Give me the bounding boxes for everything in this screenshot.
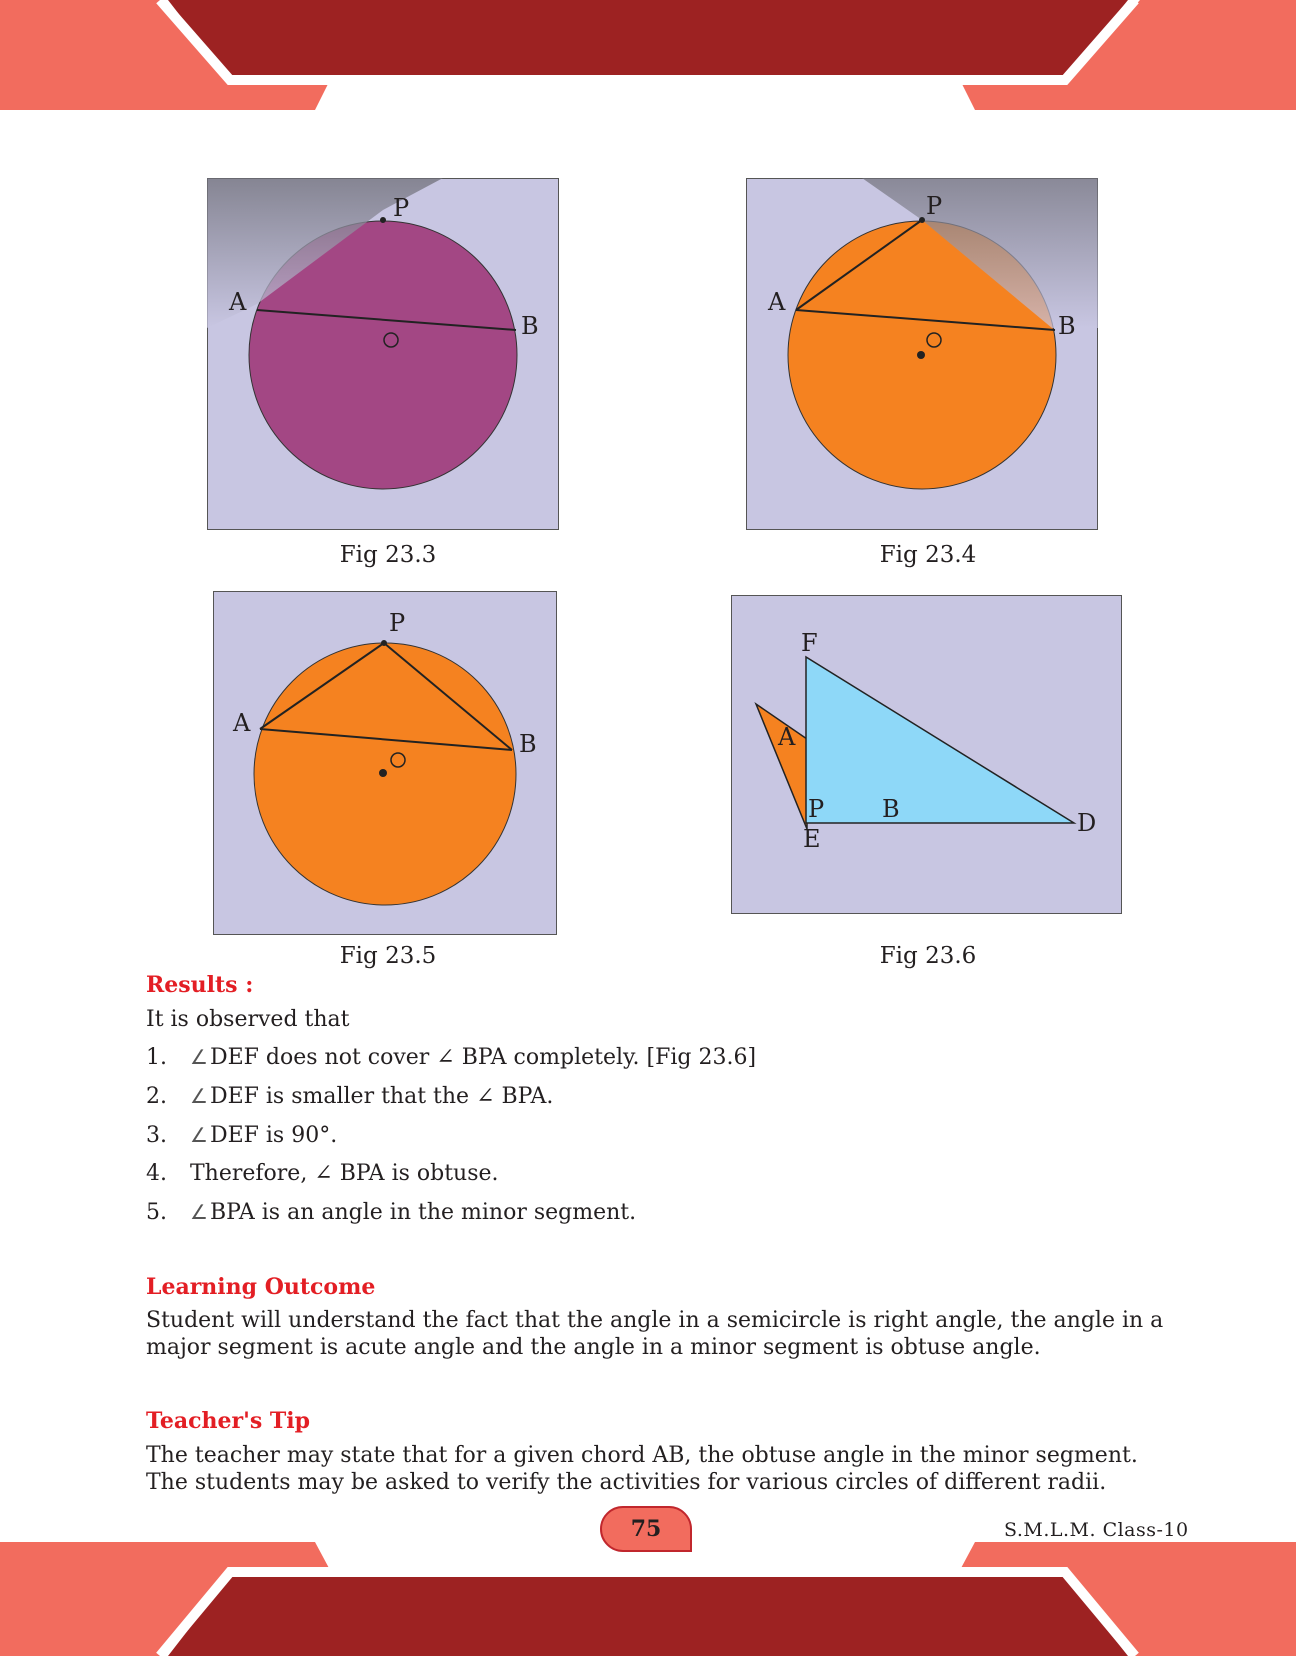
point-p xyxy=(919,217,925,223)
point-p xyxy=(380,217,386,223)
footer-band xyxy=(0,1540,1296,1656)
figure-23-4 xyxy=(746,178,1098,530)
figure-23-3 xyxy=(207,178,559,530)
page-number: 75 xyxy=(600,1506,692,1552)
label-a: A xyxy=(778,723,796,751)
center-dot xyxy=(379,769,387,777)
label-f: F xyxy=(801,629,818,657)
teachers-tip-heading: Teacher's Tip xyxy=(146,1408,310,1434)
result-text: DEF is 90°. xyxy=(209,1123,338,1148)
center-dot xyxy=(917,351,925,359)
caption-fig-23-4: Fig 23.4 xyxy=(879,542,977,568)
learning-outcome-text: Student will understand the fact that the angle in a semicircle is right angle, the angle in a major segment is acute angle and the angle in a minor segment is obtuse angle. xyxy=(146,1308,1164,1360)
result-number: 2. xyxy=(146,1084,167,1109)
result-item xyxy=(146,1123,337,1148)
label-b: B xyxy=(519,730,537,758)
result-text: BPA is an angle in the minor segment. xyxy=(209,1200,637,1225)
label-p: P xyxy=(389,609,406,637)
result-item xyxy=(146,1161,499,1186)
figure-23-6 xyxy=(731,595,1123,915)
result-number: 4. xyxy=(146,1161,167,1186)
results-intro: It is observed that xyxy=(146,1007,350,1032)
teachers-tip-text: The teacher may state that for a given chord AB, the obtuse angle in the minor segment. The students may be asked to verify the activities for various circles of different radii. xyxy=(146,1443,1138,1495)
angle-icon: ∠ xyxy=(190,1200,208,1224)
label-b: B xyxy=(882,795,900,823)
caption-fig-23-5: Fig 23.5 xyxy=(339,943,437,969)
label-b: B xyxy=(521,312,539,340)
header-band-center-dark xyxy=(168,0,1128,80)
label-p: P xyxy=(808,795,825,823)
results-heading: Results : xyxy=(146,972,254,998)
angle-icon: ∠ xyxy=(190,1045,208,1069)
label-e: E xyxy=(803,825,821,853)
footer-band-center-dark xyxy=(168,1576,1128,1656)
angle-icon: ∠ xyxy=(190,1123,208,1147)
caption-fig-23-3: Fig 23.3 xyxy=(339,542,437,568)
header-band xyxy=(0,0,1296,120)
result-item xyxy=(146,1084,553,1109)
footer-class-label: S.M.L.M. Class-10 xyxy=(1004,1519,1189,1541)
result-item xyxy=(146,1200,636,1225)
label-d: D xyxy=(1077,809,1097,837)
label-b: B xyxy=(1058,312,1076,340)
label-p: P xyxy=(393,194,410,222)
figure-23-5 xyxy=(213,591,557,935)
learning-outcome-heading: Learning Outcome xyxy=(146,1274,376,1300)
result-text: Therefore, ∠ BPA is obtuse. xyxy=(190,1161,499,1186)
angle-icon: ∠ xyxy=(190,1084,208,1108)
result-number: 3. xyxy=(146,1123,167,1148)
result-item xyxy=(146,1045,756,1070)
caption-fig-23-6: Fig 23.6 xyxy=(879,943,977,969)
result-number: 5. xyxy=(146,1200,167,1225)
label-p: P xyxy=(926,192,943,220)
point-p xyxy=(381,640,387,646)
label-a: A xyxy=(768,288,786,316)
label-a: A xyxy=(229,288,247,316)
result-number: 1. xyxy=(146,1045,167,1070)
result-text: DEF does not cover ∠ BPA completely. [Fig 23.6] xyxy=(209,1045,757,1070)
label-a: A xyxy=(233,709,251,737)
result-text: DEF is smaller that the ∠ BPA. xyxy=(209,1084,554,1109)
